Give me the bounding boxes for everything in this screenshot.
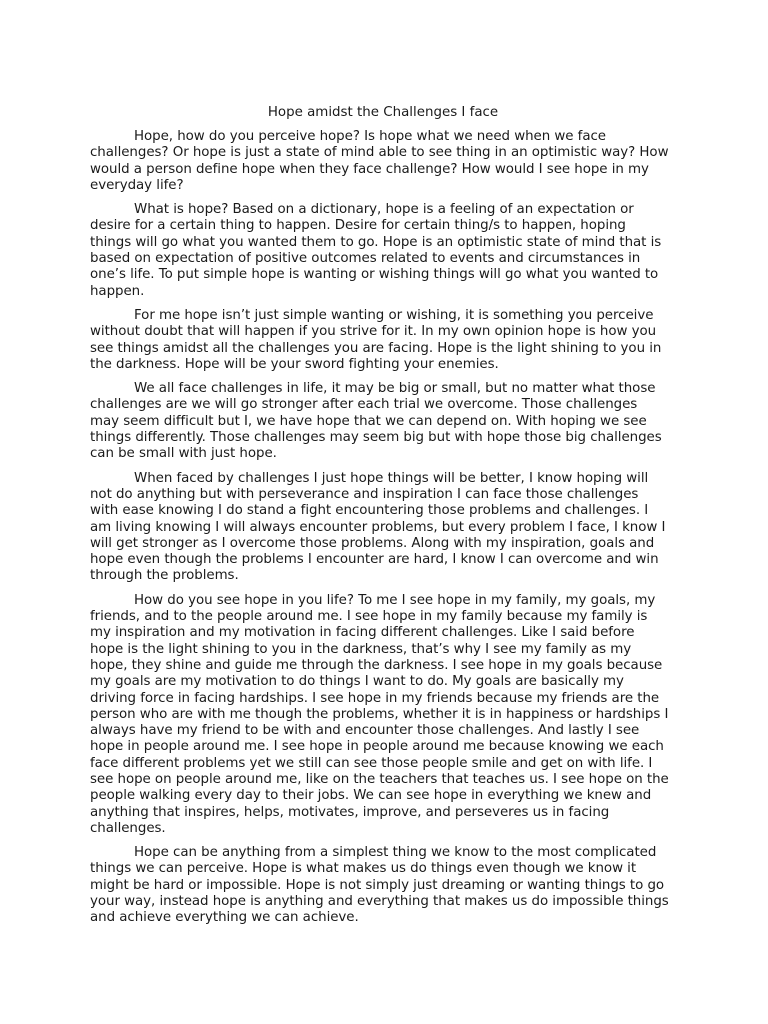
paragraph: How do you see hope in you life? To me I see hope in my family, my goals, my friends, and to the people around me. I see hope in my family because my family is my inspiration and my motivation in facing different challenges. Like I said before hope is the light shining to you in the darkness, that’s why I see my family as my hope, they shine and guide me through the darkness. I see hope in my goals because my goals are my motivation to do things I want to do. My goals are basically my driving force in facing hardships. I see hope in my friends because my friends are the person who are with me though the problems, whether it is in happiness or hardships I always have my friend to be with and encounter those challenges. And lastly I see hope in people around me. I see hope in people around me because knowing we each face different problems yet we still can see those people smile and get on with life. I see hope on people around me, like on the teachers that teaches us. I see hope on the people walking every day to their jobs. We can see hope in everything we knew and anything that inspires, helps, motivates, improve, and perseveres us in facing challenges. xyxy=(90,592,669,836)
document-page xyxy=(90,103,670,935)
paragraph: When faced by challenges I just hope things will be better, I know hoping will not do anything but with perseverance and inspiration I can face those challenges with ease knowing I do stand a fight encountering those problems and challenges. I am living knowing I will always encounter problems, but every problem I face, I know I will get stronger as I overcome those problems. Along with my inspiration, goals and hope even though the problems I encounter are hard, I know I can overcome and win through the problems. xyxy=(90,470,666,584)
document-title: Hope amidst the Challenges I face xyxy=(267,105,499,120)
paragraph: Hope can be anything from a simplest thing we know to the most complicated things we can perceive. Hope is what makes us do things even though we know it might be hard or impossible. Hope is not simply just dreaming or wanting things to go your way, instead hope is anything and everything that makes us do impossible things and achieve everything we can achieve. xyxy=(90,845,669,926)
paragraph: We all face challenges in life, it may be big or small, but no matter what those challenges are we will go stronger after each trial we overcome. Those challenges may seem difficult but I, we have hope that we can depend on. With hoping we see things differently. Those challenges may seem big but with hope those big challenges can be small with just hope. xyxy=(90,381,662,462)
paragraph: For me hope isn’t just simple wanting or wishing, it is something you perceive without doubt that will happen if you strive for it. In my own opinion hope is how you see things amidst all the challenges you are facing. Hope is the light shining to you in the darkness. Hope will be your sword fighting your enemies. xyxy=(90,307,662,372)
paragraph: Hope, how do you perceive hope? Is hope what we need when we face challenges? Or hope is just a state of mind able to see thing in an optimistic way? How would a person define hope when they face challenge? How would I see hope in my everyday life? xyxy=(90,129,669,193)
paragraph: What is hope? Based on a dictionary, hope is a feeling of an expectation or desire for a certain thing to happen. Desire for certain thing/s to happen, hoping things will go what you wanted them to go. Hope is an optimistic state of mind that is based on expectation of positive outcomes related to events and circumstances in one’s life. To put simple hope is wanting or wishing things will go what you wanted to happen. xyxy=(90,202,662,299)
